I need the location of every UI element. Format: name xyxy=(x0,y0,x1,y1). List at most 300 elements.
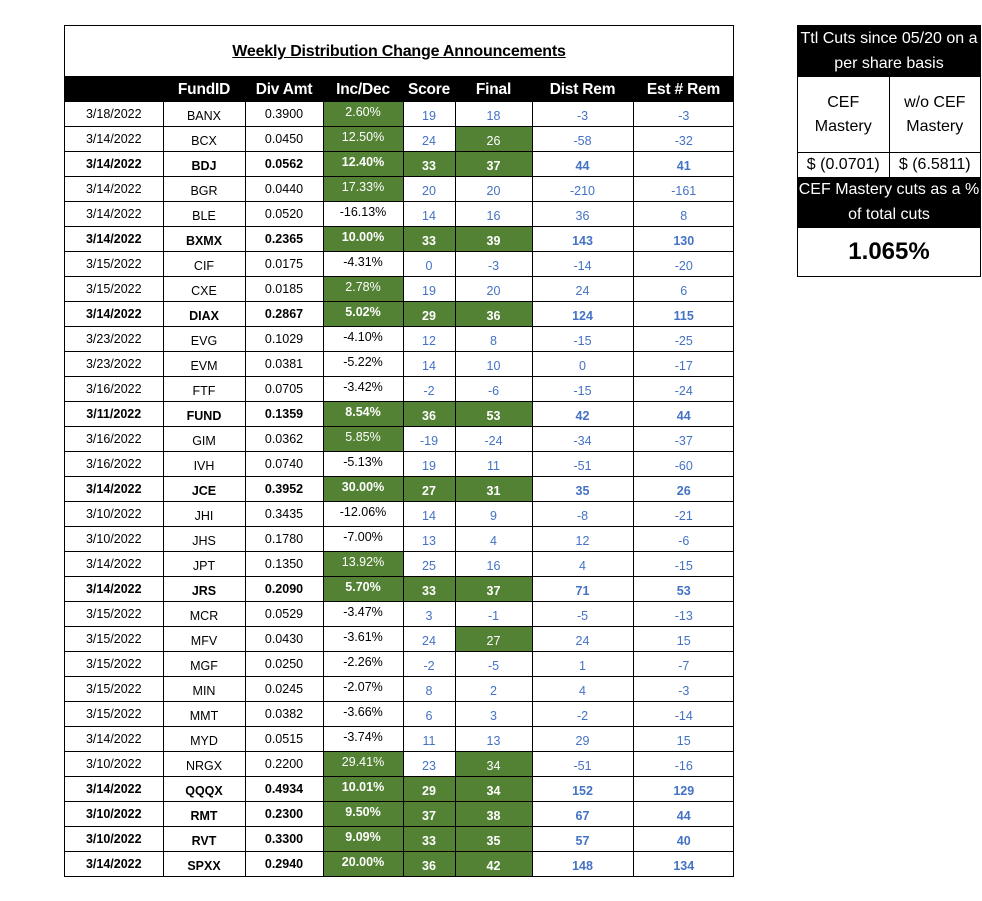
cell-date: 3/10/2022 xyxy=(65,526,163,551)
cell-fund-id: JRS xyxy=(163,576,245,601)
cell-div-amt: 0.3300 xyxy=(245,826,323,851)
table-row xyxy=(65,426,734,451)
cell-final: 34 xyxy=(455,776,532,801)
table-row xyxy=(65,451,734,476)
cell-inc-dec: -2.26% xyxy=(323,651,403,676)
cell-date: 3/15/2022 xyxy=(65,601,163,626)
cell-date: 3/15/2022 xyxy=(65,676,163,701)
cell-est-rem: -21 xyxy=(633,501,734,526)
cell-score: 14 xyxy=(403,351,455,376)
cell-date: 3/23/2022 xyxy=(65,351,163,376)
cell-est-rem: -60 xyxy=(633,451,734,476)
cell-fund-id: RMT xyxy=(163,801,245,826)
cell-dist-rem: -51 xyxy=(532,751,633,776)
cell-date: 3/10/2022 xyxy=(65,751,163,776)
cell-score: 23 xyxy=(403,751,455,776)
cell-fund-id: CIF xyxy=(163,251,245,276)
cell-div-amt: 0.0245 xyxy=(245,676,323,701)
cell-div-amt: 0.2090 xyxy=(245,576,323,601)
cell-final: 31 xyxy=(455,476,532,501)
cell-dist-rem: 35 xyxy=(532,476,633,501)
cell-inc-dec: -16.13% xyxy=(323,201,403,226)
cell-inc-dec: 8.54% xyxy=(323,401,403,426)
cell-inc-dec: 9.50% xyxy=(323,801,403,826)
cell-dist-rem: 0 xyxy=(532,351,633,376)
value-with-cef-mastery: $ (0.0701) xyxy=(806,156,880,173)
table-row xyxy=(65,776,734,801)
cell-date: 3/14/2022 xyxy=(65,201,163,226)
cell-final: 36 xyxy=(455,301,532,326)
table-row xyxy=(65,251,734,276)
cell-score: 13 xyxy=(403,526,455,551)
cell-date: 3/10/2022 xyxy=(65,826,163,851)
cell-inc-dec: -4.31% xyxy=(323,251,403,276)
cell-inc-dec: -2.07% xyxy=(323,676,403,701)
cell-score: 20 xyxy=(403,176,455,201)
cell-score: 33 xyxy=(403,226,455,251)
col-header-dist-rem: Dist Rem xyxy=(532,76,633,101)
cell-div-amt: 0.2867 xyxy=(245,301,323,326)
cell-fund-id: FTF xyxy=(163,376,245,401)
cell-fund-id: BXMX xyxy=(163,226,245,251)
cell-inc-dec: 2.78% xyxy=(323,276,403,301)
cell-est-rem: 115 xyxy=(633,301,734,326)
cell-date: 3/11/2022 xyxy=(65,401,163,426)
cell-div-amt: 0.3435 xyxy=(245,501,323,526)
cell-fund-id: CXE xyxy=(163,276,245,301)
cell-div-amt: 0.2940 xyxy=(245,851,323,876)
cell-div-amt: 0.0440 xyxy=(245,176,323,201)
cell-date: 3/15/2022 xyxy=(65,701,163,726)
cell-inc-dec: 5.02% xyxy=(323,301,403,326)
cell-inc-dec: 9.09% xyxy=(323,826,403,851)
cell-div-amt: 0.0450 xyxy=(245,126,323,151)
table-body xyxy=(65,101,734,876)
table-row xyxy=(65,401,734,426)
cell-dist-rem: 148 xyxy=(532,851,633,876)
cell-dist-rem: -58 xyxy=(532,126,633,151)
cell-score: 14 xyxy=(403,501,455,526)
cell-est-rem: -3 xyxy=(633,101,734,126)
cell-final: 38 xyxy=(455,801,532,826)
cell-score: 24 xyxy=(403,126,455,151)
table-row xyxy=(65,276,734,301)
cell-inc-dec: -7.00% xyxy=(323,526,403,551)
col-header-div-amt: Div Amt xyxy=(245,76,323,101)
cell-inc-dec: -4.10% xyxy=(323,326,403,351)
cell-score: 19 xyxy=(403,101,455,126)
cell-dist-rem: -15 xyxy=(532,326,633,351)
cell-final: -5 xyxy=(455,651,532,676)
cell-inc-dec: 30.00% xyxy=(323,476,403,501)
cell-score: 12 xyxy=(403,326,455,351)
cell-est-rem: -161 xyxy=(633,176,734,201)
cell-fund-id: JCE xyxy=(163,476,245,501)
table-row xyxy=(65,851,734,876)
cell-date: 3/14/2022 xyxy=(65,301,163,326)
col-header-score: Score xyxy=(403,76,455,101)
cell-date: 3/10/2022 xyxy=(65,501,163,526)
cell-dist-rem: -51 xyxy=(532,451,633,476)
cell-dist-rem: 36 xyxy=(532,201,633,226)
cell-fund-id: MGF xyxy=(163,651,245,676)
cell-final: 37 xyxy=(455,576,532,601)
cell-est-rem: 40 xyxy=(633,826,734,851)
cell-dist-rem: 57 xyxy=(532,826,633,851)
table-row xyxy=(65,726,734,751)
cell-final: 4 xyxy=(455,526,532,551)
cell-final: -24 xyxy=(455,426,532,451)
cell-inc-dec: -5.22% xyxy=(323,351,403,376)
cell-score: 0 xyxy=(403,251,455,276)
cell-inc-dec: -3.74% xyxy=(323,726,403,751)
cell-final: 9 xyxy=(455,501,532,526)
cell-fund-id: BCX xyxy=(163,126,245,151)
table-row xyxy=(65,501,734,526)
col-header-date xyxy=(65,76,163,101)
cell-inc-dec: 10.01% xyxy=(323,776,403,801)
table-row xyxy=(65,326,734,351)
cell-inc-dec: 29.41% xyxy=(323,751,403,776)
cell-final: 42 xyxy=(455,851,532,876)
cell-date: 3/15/2022 xyxy=(65,276,163,301)
cell-date: 3/14/2022 xyxy=(65,226,163,251)
cell-final: 53 xyxy=(455,401,532,426)
cell-final: 35 xyxy=(455,826,532,851)
cell-date: 3/10/2022 xyxy=(65,801,163,826)
cell-fund-id: JHI xyxy=(163,501,245,526)
cell-est-rem: -15 xyxy=(633,551,734,576)
cell-dist-rem: 1 xyxy=(532,651,633,676)
label-without-cef-mastery: w/o CEF Mastery xyxy=(889,77,981,152)
cell-final: 10 xyxy=(455,351,532,376)
cell-final: 27 xyxy=(455,626,532,651)
cell-fund-id: BLE xyxy=(163,201,245,226)
cell-dist-rem: -14 xyxy=(532,251,633,276)
cell-est-rem: -14 xyxy=(633,701,734,726)
cuts-summary-panel xyxy=(797,25,981,277)
cell-score: 27 xyxy=(403,476,455,501)
cell-est-rem: 8 xyxy=(633,201,734,226)
cell-date: 3/18/2022 xyxy=(65,101,163,126)
cell-est-rem: 15 xyxy=(633,626,734,651)
cell-score: 29 xyxy=(403,301,455,326)
cell-est-rem: -13 xyxy=(633,601,734,626)
cell-inc-dec: -3.47% xyxy=(323,601,403,626)
col-header-fundid: FundID xyxy=(163,76,245,101)
cell-fund-id: RVT xyxy=(163,826,245,851)
table-header-row xyxy=(65,76,734,101)
cell-score: 33 xyxy=(403,826,455,851)
cell-score: -2 xyxy=(403,376,455,401)
cell-date: 3/16/2022 xyxy=(65,376,163,401)
cell-date: 3/14/2022 xyxy=(65,176,163,201)
cell-div-amt: 0.1350 xyxy=(245,551,323,576)
cell-date: 3/15/2022 xyxy=(65,251,163,276)
cell-date: 3/14/2022 xyxy=(65,476,163,501)
cell-final: 37 xyxy=(455,151,532,176)
table-row xyxy=(65,151,734,176)
cell-dist-rem: 12 xyxy=(532,526,633,551)
cell-div-amt: 0.2365 xyxy=(245,226,323,251)
cell-score: 36 xyxy=(403,851,455,876)
cell-date: 3/23/2022 xyxy=(65,326,163,351)
cell-date: 3/15/2022 xyxy=(65,626,163,651)
cell-est-rem: 129 xyxy=(633,776,734,801)
cell-est-rem: 6 xyxy=(633,276,734,301)
table-row xyxy=(65,176,734,201)
cell-div-amt: 0.0562 xyxy=(245,151,323,176)
cell-est-rem: 44 xyxy=(633,401,734,426)
cell-div-amt: 0.2200 xyxy=(245,751,323,776)
cell-dist-rem: -34 xyxy=(532,426,633,451)
cell-final: -1 xyxy=(455,601,532,626)
cell-score: 25 xyxy=(403,551,455,576)
cell-inc-dec: 5.70% xyxy=(323,576,403,601)
cell-final: 20 xyxy=(455,276,532,301)
cell-date: 3/14/2022 xyxy=(65,126,163,151)
cell-est-rem: -6 xyxy=(633,526,734,551)
table-row xyxy=(65,676,734,701)
cell-div-amt: 0.0705 xyxy=(245,376,323,401)
col-header-final: Final xyxy=(455,76,532,101)
cell-score: 14 xyxy=(403,201,455,226)
cell-date: 3/14/2022 xyxy=(65,776,163,801)
cell-date: 3/16/2022 xyxy=(65,451,163,476)
cell-dist-rem: -15 xyxy=(532,376,633,401)
cell-fund-id: DIAX xyxy=(163,301,245,326)
cell-div-amt: 0.1029 xyxy=(245,326,323,351)
cell-dist-rem: -5 xyxy=(532,601,633,626)
cell-final: 34 xyxy=(455,751,532,776)
cell-fund-id: FUND xyxy=(163,401,245,426)
table-row xyxy=(65,701,734,726)
cell-div-amt: 0.0515 xyxy=(245,726,323,751)
cell-div-amt: 0.0185 xyxy=(245,276,323,301)
cell-dist-rem: 152 xyxy=(532,776,633,801)
cell-dist-rem: 42 xyxy=(532,401,633,426)
cell-fund-id: BGR xyxy=(163,176,245,201)
table-row xyxy=(65,101,734,126)
cell-final: 13 xyxy=(455,726,532,751)
col-header-inc-dec: Inc/Dec xyxy=(323,76,403,101)
cell-date: 3/14/2022 xyxy=(65,851,163,876)
cell-dist-rem: -210 xyxy=(532,176,633,201)
cell-fund-id: BDJ xyxy=(163,151,245,176)
cell-div-amt: 0.0382 xyxy=(245,701,323,726)
cell-div-amt: 0.1780 xyxy=(245,526,323,551)
cell-fund-id: SPXX xyxy=(163,851,245,876)
cell-est-rem: -16 xyxy=(633,751,734,776)
cell-est-rem: 130 xyxy=(633,226,734,251)
cell-est-rem: -25 xyxy=(633,326,734,351)
cell-final: -3 xyxy=(455,251,532,276)
cell-final: 2 xyxy=(455,676,532,701)
table-row xyxy=(65,226,734,251)
col-header-est-rem: Est # Rem xyxy=(633,76,734,101)
cell-est-rem: -20 xyxy=(633,251,734,276)
cell-fund-id: MMT xyxy=(163,701,245,726)
value-without-cef-mastery: $ (6.5811) xyxy=(889,153,981,177)
cell-est-rem: 44 xyxy=(633,801,734,826)
cell-est-rem: 41 xyxy=(633,151,734,176)
cell-dist-rem: -3 xyxy=(532,101,633,126)
cell-dist-rem: 67 xyxy=(532,801,633,826)
cell-inc-dec: 13.92% xyxy=(323,551,403,576)
cell-dist-rem: -8 xyxy=(532,501,633,526)
cell-dist-rem: 29 xyxy=(532,726,633,751)
cell-dist-rem: 44 xyxy=(532,151,633,176)
summary-values xyxy=(798,152,980,177)
table-row xyxy=(65,301,734,326)
cell-final: 18 xyxy=(455,101,532,126)
cell-date: 3/15/2022 xyxy=(65,651,163,676)
distribution-table-panel xyxy=(64,25,734,877)
cell-est-rem: -24 xyxy=(633,376,734,401)
cell-inc-dec: 17.33% xyxy=(323,176,403,201)
cell-dist-rem: 4 xyxy=(532,676,633,701)
cell-dist-rem: 71 xyxy=(532,576,633,601)
cell-div-amt: 0.4934 xyxy=(245,776,323,801)
cell-inc-dec: -3.66% xyxy=(323,701,403,726)
table-row xyxy=(65,376,734,401)
cell-est-rem: -7 xyxy=(633,651,734,676)
cell-fund-id: MYD xyxy=(163,726,245,751)
cell-inc-dec: -3.42% xyxy=(323,376,403,401)
cell-dist-rem: 4 xyxy=(532,551,633,576)
cell-est-rem: -17 xyxy=(633,351,734,376)
cell-div-amt: 0.0381 xyxy=(245,351,323,376)
cell-score: 19 xyxy=(403,451,455,476)
cell-div-amt: 0.0362 xyxy=(245,426,323,451)
cell-final: 39 xyxy=(455,226,532,251)
cell-score: 6 xyxy=(403,701,455,726)
table-row xyxy=(65,651,734,676)
cell-fund-id: BANX xyxy=(163,101,245,126)
cell-est-rem: 134 xyxy=(633,851,734,876)
cell-dist-rem: 124 xyxy=(532,301,633,326)
table-row xyxy=(65,551,734,576)
cell-date: 3/14/2022 xyxy=(65,151,163,176)
cell-fund-id: EVM xyxy=(163,351,245,376)
cell-div-amt: 0.1359 xyxy=(245,401,323,426)
cell-div-amt: 0.0430 xyxy=(245,626,323,651)
cell-final: 16 xyxy=(455,201,532,226)
cell-div-amt: 0.2300 xyxy=(245,801,323,826)
cell-div-amt: 0.0740 xyxy=(245,451,323,476)
cell-inc-dec: -3.61% xyxy=(323,626,403,651)
cell-score: 33 xyxy=(403,151,455,176)
table-title: Weekly Distribution Change Announcements xyxy=(232,43,566,60)
ratio-value: 1.065% xyxy=(848,238,930,265)
cell-inc-dec: -5.13% xyxy=(323,451,403,476)
cell-date: 3/16/2022 xyxy=(65,426,163,451)
cell-date: 3/14/2022 xyxy=(65,576,163,601)
cell-inc-dec: 2.60% xyxy=(323,101,403,126)
cell-fund-id: MIN xyxy=(163,676,245,701)
cell-score: 19 xyxy=(403,276,455,301)
cell-fund-id: MFV xyxy=(163,626,245,651)
cell-score: 11 xyxy=(403,726,455,751)
cell-dist-rem: 24 xyxy=(532,276,633,301)
cell-score: -19 xyxy=(403,426,455,451)
cell-est-rem: 53 xyxy=(633,576,734,601)
cell-score: -2 xyxy=(403,651,455,676)
cell-inc-dec: 20.00% xyxy=(323,851,403,876)
cell-score: 37 xyxy=(403,801,455,826)
cell-fund-id: GIM xyxy=(163,426,245,451)
cell-fund-id: JPT xyxy=(163,551,245,576)
cell-final: -6 xyxy=(455,376,532,401)
cell-final: 16 xyxy=(455,551,532,576)
cell-fund-id: NRGX xyxy=(163,751,245,776)
table-row xyxy=(65,476,734,501)
cell-dist-rem: 24 xyxy=(532,626,633,651)
table-row xyxy=(65,201,734,226)
cell-final: 11 xyxy=(455,451,532,476)
cell-final: 20 xyxy=(455,176,532,201)
cell-date: 3/14/2022 xyxy=(65,551,163,576)
cell-fund-id: QQQX xyxy=(163,776,245,801)
label-with-cef-mastery: CEF Mastery xyxy=(814,93,872,135)
cell-est-rem: 26 xyxy=(633,476,734,501)
cell-div-amt: 0.3900 xyxy=(245,101,323,126)
cell-date: 3/14/2022 xyxy=(65,726,163,751)
cell-inc-dec: 10.00% xyxy=(323,226,403,251)
cell-score: 8 xyxy=(403,676,455,701)
distribution-table xyxy=(65,76,734,876)
table-row xyxy=(65,601,734,626)
cell-final: 8 xyxy=(455,326,532,351)
cell-div-amt: 0.0175 xyxy=(245,251,323,276)
table-row xyxy=(65,526,734,551)
table-row xyxy=(65,576,734,601)
cell-fund-id: IVH xyxy=(163,451,245,476)
table-row xyxy=(65,751,734,776)
summary-column-labels xyxy=(798,76,980,152)
cell-est-rem: -3 xyxy=(633,676,734,701)
cell-dist-rem: 143 xyxy=(532,226,633,251)
cell-fund-id: EVG xyxy=(163,326,245,351)
cell-div-amt: 0.0520 xyxy=(245,201,323,226)
summary-header: Ttl Cuts since 05/20 on a per share basis xyxy=(798,26,980,76)
cell-score: 36 xyxy=(403,401,455,426)
cell-inc-dec: 12.40% xyxy=(323,151,403,176)
table-title-row xyxy=(65,26,733,76)
cell-inc-dec: -12.06% xyxy=(323,501,403,526)
table-row xyxy=(65,801,734,826)
cell-est-rem: -32 xyxy=(633,126,734,151)
cell-div-amt: 0.3952 xyxy=(245,476,323,501)
cell-final: 3 xyxy=(455,701,532,726)
table-row xyxy=(65,126,734,151)
cell-est-rem: -37 xyxy=(633,426,734,451)
cell-score: 33 xyxy=(403,576,455,601)
cell-fund-id: JHS xyxy=(163,526,245,551)
cell-dist-rem: -2 xyxy=(532,701,633,726)
cell-final: 26 xyxy=(455,126,532,151)
cell-score: 24 xyxy=(403,626,455,651)
cell-inc-dec: 5.85% xyxy=(323,426,403,451)
table-row xyxy=(65,351,734,376)
cell-div-amt: 0.0529 xyxy=(245,601,323,626)
table-row xyxy=(65,826,734,851)
table-row xyxy=(65,626,734,651)
cell-score: 29 xyxy=(403,776,455,801)
cell-fund-id: MCR xyxy=(163,601,245,626)
cell-inc-dec: 12.50% xyxy=(323,126,403,151)
cell-div-amt: 0.0250 xyxy=(245,651,323,676)
